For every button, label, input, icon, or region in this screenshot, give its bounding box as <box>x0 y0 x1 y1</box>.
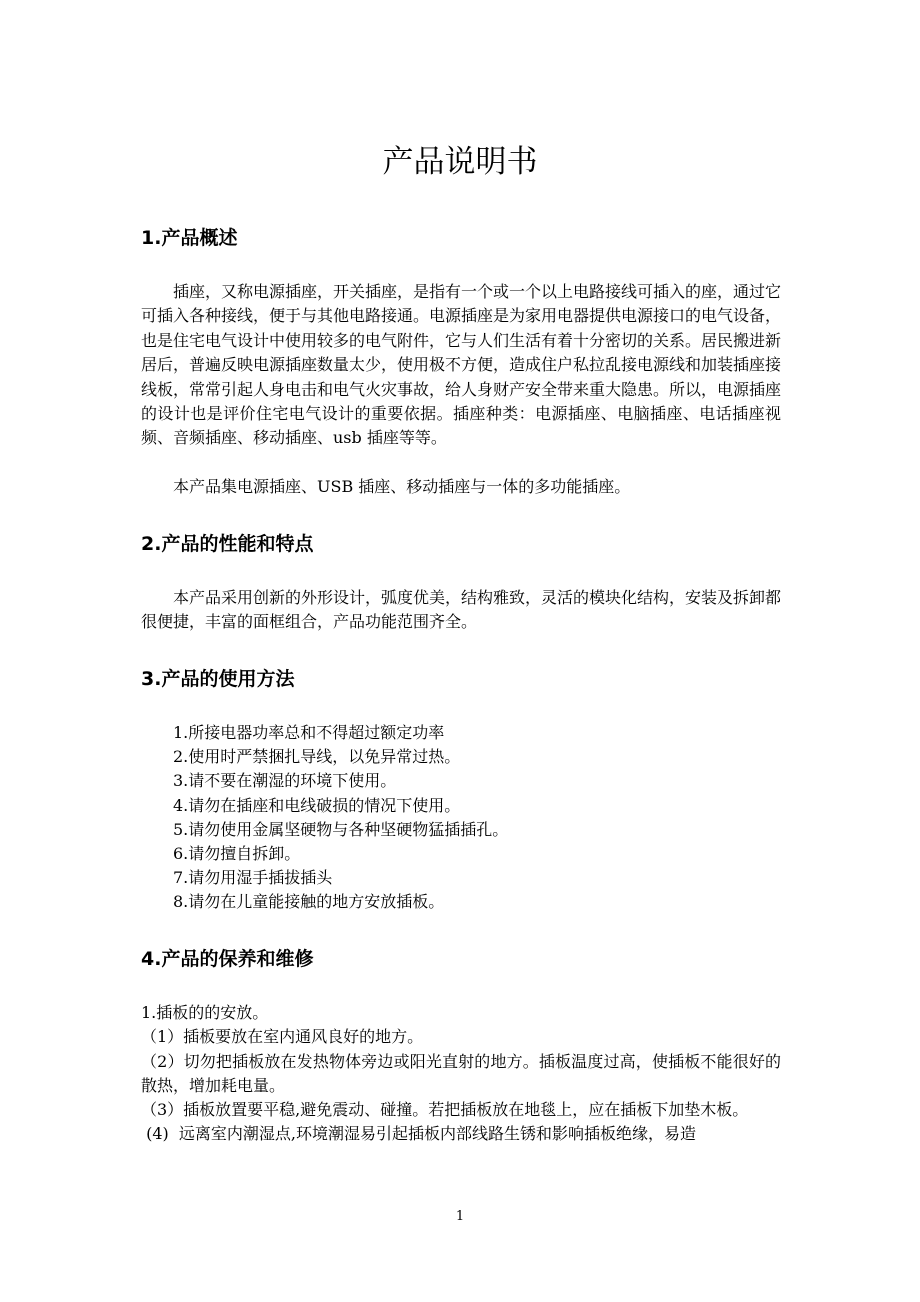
maintenance-item: （1）插板要放在室内通风良好的地方。 <box>141 1027 424 1047</box>
usage-item: 7.请勿用湿手插拔插头 <box>173 868 333 888</box>
maintenance-item: (4) 远离室内潮湿点,环境潮湿易引起插板内部线路生锈和影响插板绝缘，易造 <box>141 1124 697 1144</box>
usage-item: 3.请不要在潮湿的环境下使用。 <box>173 771 397 791</box>
section-heading-overview: 1.产品概述 <box>141 227 238 249</box>
usage-item: 8.请勿在儿童能接触的地方安放插板。 <box>173 892 445 912</box>
usage-list <box>173 721 508 915</box>
features-paragraph: 本产品采用创新的外形设计，弧度优美，结构雅致，灵活的模块化结构，安装及拆卸都很便捷，丰富的面框组合，产品功能范围齐全。 <box>141 588 782 632</box>
usage-item: 2.使用时严禁捆扎导线，以免异常过热。 <box>173 747 461 767</box>
usage-item: 4.请勿在插座和电线破损的情况下使用。 <box>173 795 461 815</box>
document-title: 产品说明书 <box>382 144 538 180</box>
overview-paragraph: 插座，又称电源插座，开关插座，是指有一个或一个以上电路接线可插入的座，通过它可插入各种接线，便于与其他电路接通。电源插座是为家用电器提供电源接口的电气设备，也是住宅电气设计中使用较多的电气附件，它与人们生活有着十分密切的关系。居民搬进新居后，普遍反映电源插座数量太少，使用极不方便，造成住户私拉乱接电源线和加装插座接线板，常常引起人身电击和电气火灾事故，给人身财产安全带来重大隐患。所以，电源插座的设计也是评价住宅电气设计的重要依据。插座种类：电源插座、电脑插座、电话插座视频、音频插座、移动插座、usb 插座等等。 <box>141 282 782 448</box>
section-heading-maintenance: 4.产品的保养和维修 <box>141 948 314 970</box>
overview-summary-paragraph: 本产品集电源插座、USB 插座、移动插座与一体的多功能插座。 <box>173 477 631 496</box>
maintenance-list <box>141 1001 781 1147</box>
usage-item: 5.请勿使用金属坚硬物与各种坚硬物猛插插孔。 <box>173 819 509 839</box>
usage-item: 1.所接电器功率总和不得超过额定功率 <box>173 723 445 742</box>
usage-item: 6.请勿擅自拆卸。 <box>173 844 301 864</box>
maintenance-item: （3）插板放置要平稳,避免震动、碰撞。若把插板放在地毯上，应在插板下加垫木板。 <box>141 1100 749 1120</box>
maintenance-item: 1.插板的的安放。 <box>141 1003 269 1022</box>
maintenance-item: （2）切勿把插板放在发热物体旁边或阳光直射的地方。插板温度过高，使插板不能很好的散热，增加耗电量。 <box>141 1051 781 1095</box>
section-heading-usage: 3.产品的使用方法 <box>141 668 295 690</box>
page-number: 1 <box>455 1209 465 1224</box>
section-heading-features: 2.产品的性能和特点 <box>141 533 314 555</box>
